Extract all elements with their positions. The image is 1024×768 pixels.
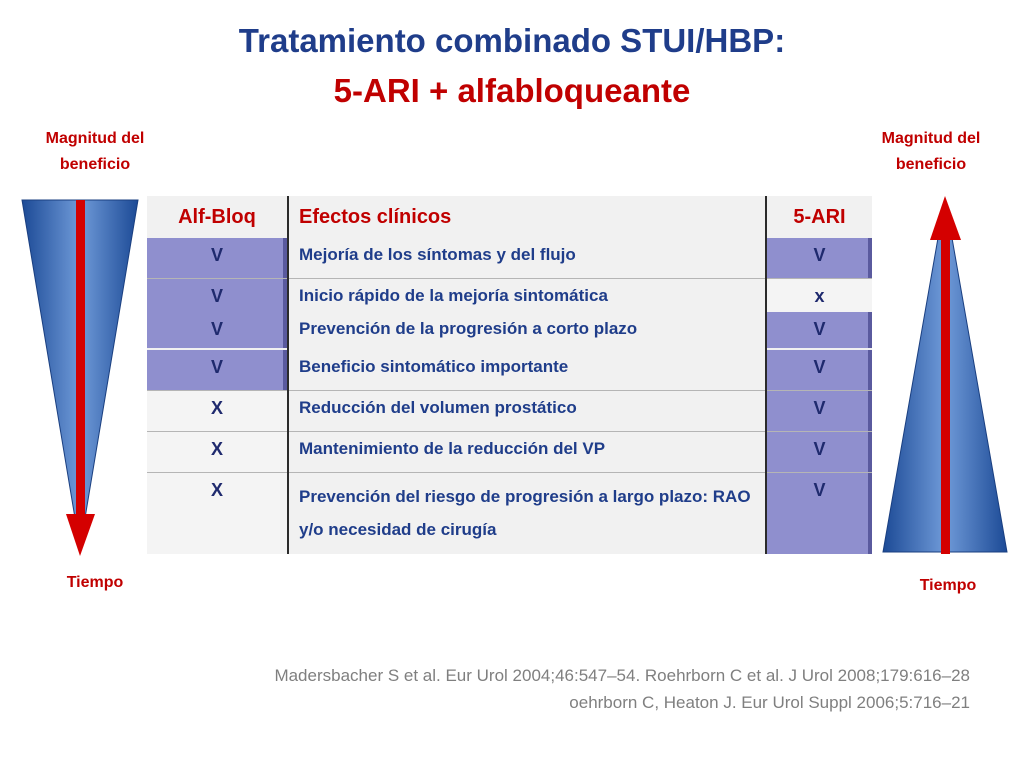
column-divider: [765, 196, 767, 554]
ari-cross-mark: x: [767, 279, 872, 312]
alfa-cross-mark: X: [147, 432, 287, 472]
effect-text: Mantenimiento de la reducción del VP: [299, 439, 606, 458]
alfa-check-mark: V: [147, 350, 287, 390]
arrow-up-icon: [930, 196, 961, 240]
header-alfa-bloqueante: Alf-Bloq: [147, 196, 287, 238]
ari-check-mark: V: [767, 432, 872, 472]
effect-text: Beneficio sintomático importante: [299, 357, 569, 376]
comparison-table: [147, 196, 872, 554]
right-time-label: Tiempo: [919, 577, 977, 594]
table-row: [147, 391, 872, 431]
table-row: [147, 473, 872, 554]
left-magnitude-label: Magnitud del beneficio: [45, 130, 145, 173]
effect-text: Inicio rápido de la mejoría sintomática: [299, 286, 608, 305]
arrow-down-icon: [66, 514, 95, 556]
header-5-ari: 5-ARI: [767, 196, 872, 238]
effect-text: Mejoría de los síntomas y del flujo: [299, 245, 576, 264]
table-row: [147, 350, 872, 390]
effect-text: Prevención de la progresión a corto plazo: [299, 319, 638, 338]
effect-text: Prevención del riesgo de progresión a largo plazo: RAO y/o necesidad de cirugía: [299, 487, 751, 539]
reference-line-1: Madersbacher S et al. Eur Urol 2004;46:547–54. Roehrborn C et al. J Urol 2008;179:616–28: [274, 666, 970, 685]
ari-check-mark: V: [767, 312, 872, 348]
alfa-cross-mark: X: [147, 473, 287, 554]
ari-check-mark: V: [767, 473, 872, 554]
alfa-cross-mark: X: [147, 391, 287, 431]
slide-title: Tratamiento combinado STUI/HBP:: [238, 22, 786, 59]
table-row: [147, 238, 872, 278]
slide-subtitle: 5-ARI + alfabloqueante: [333, 72, 691, 109]
column-divider: [287, 196, 289, 554]
left-time-label: Tiempo: [66, 574, 124, 591]
time-arrow-shaft-right: [941, 234, 950, 554]
effect-text: Reducción del volumen prostático: [299, 398, 577, 417]
ari-check-mark: V: [767, 238, 872, 278]
table-row: [147, 279, 872, 312]
increasing-benefit-triangle: [875, 192, 1015, 557]
alfa-check-mark: V: [147, 279, 287, 312]
alfa-check-mark: V: [147, 238, 287, 278]
reference-line-2: oehrborn C, Heaton J. Eur Urol Suppl 2006;5:716–21: [569, 693, 970, 712]
right-magnitude-label: Magnitud del beneficio: [881, 130, 981, 173]
decreasing-benefit-triangle: [20, 198, 140, 558]
ari-check-mark: V: [767, 391, 872, 431]
header-efectos-clinicos: Efectos clínicos: [289, 196, 765, 238]
alfa-check-mark: V: [147, 312, 287, 348]
table-row: [147, 312, 872, 348]
time-arrow-shaft-left: [76, 200, 85, 518]
ari-check-mark: V: [767, 350, 872, 390]
table-row: [147, 432, 872, 472]
